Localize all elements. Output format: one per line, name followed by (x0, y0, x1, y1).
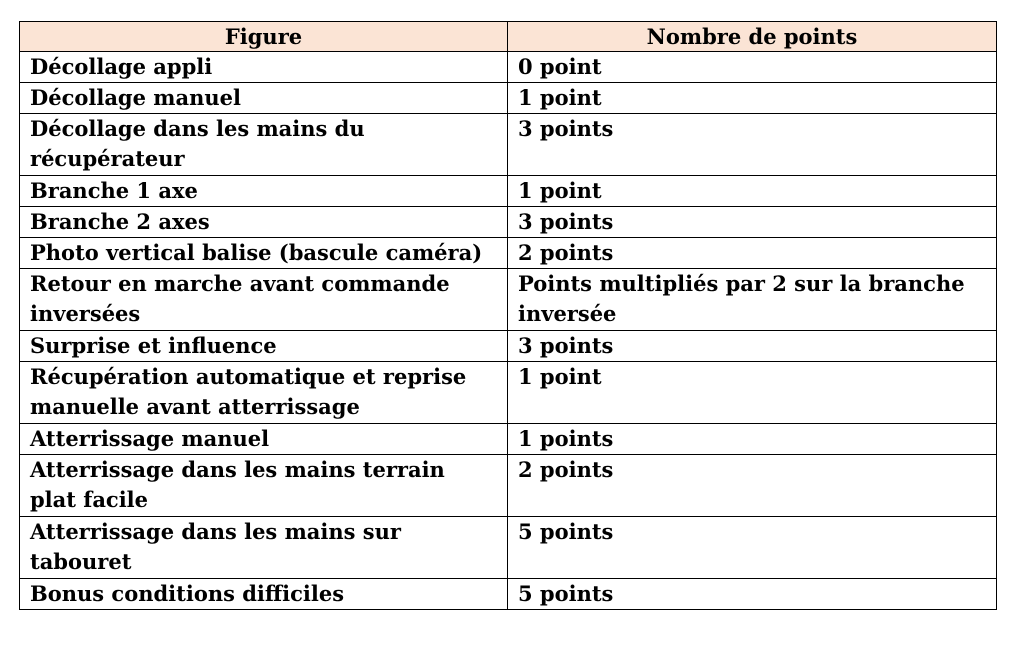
figure-cell: Bonus conditions difficiles (20, 579, 508, 610)
figure-cell: Atterrissage dans les mains terrain plat facile (20, 455, 508, 517)
figure-cell: Branche 1 axe (20, 176, 508, 207)
table-row (20, 331, 997, 362)
figure-cell: Décollage appli (20, 52, 508, 83)
figure-cell: Atterrissage dans les mains sur tabouret (20, 517, 508, 579)
scoring-table (19, 21, 997, 610)
points-cell: 1 point (508, 362, 997, 424)
points-cell: 2 points (508, 238, 997, 269)
table-row (20, 207, 997, 238)
table-row (20, 83, 997, 114)
points-cell: 1 points (508, 424, 997, 455)
figure-cell: Retour en marche avant commande inversées (20, 269, 508, 331)
points-cell: 5 points (508, 579, 997, 610)
column-header-points: Nombre de points (508, 22, 997, 52)
figure-cell: Décollage manuel (20, 83, 508, 114)
column-header-figure: Figure (20, 22, 508, 52)
points-cell: 1 point (508, 83, 997, 114)
table-row (20, 176, 997, 207)
table-row (20, 52, 997, 83)
figure-cell: Récupération automatique et reprise manuelle avant atterrissage (20, 362, 508, 424)
points-cell: Points multipliés par 2 sur la branche inversée (508, 269, 997, 331)
table-row (20, 238, 997, 269)
points-cell: 3 points (508, 207, 997, 238)
table-header-row (20, 22, 997, 52)
table-row (20, 362, 997, 424)
figure-cell: Surprise et influence (20, 331, 508, 362)
table-row (20, 114, 997, 176)
figure-cell: Branche 2 axes (20, 207, 508, 238)
points-cell: 2 points (508, 455, 997, 517)
figure-cell: Atterrissage manuel (20, 424, 508, 455)
table-row (20, 517, 997, 579)
table-row (20, 579, 997, 610)
table-row (20, 424, 997, 455)
points-cell: 0 point (508, 52, 997, 83)
scoring-table-container (19, 21, 996, 610)
figure-cell: Photo vertical balise (bascule caméra) (20, 238, 508, 269)
points-cell: 3 points (508, 114, 997, 176)
figure-cell: Décollage dans les mains du récupérateur (20, 114, 508, 176)
points-cell: 1 point (508, 176, 997, 207)
points-cell: 3 points (508, 331, 997, 362)
table-row (20, 269, 997, 331)
points-cell: 5 points (508, 517, 997, 579)
table-row (20, 455, 997, 517)
